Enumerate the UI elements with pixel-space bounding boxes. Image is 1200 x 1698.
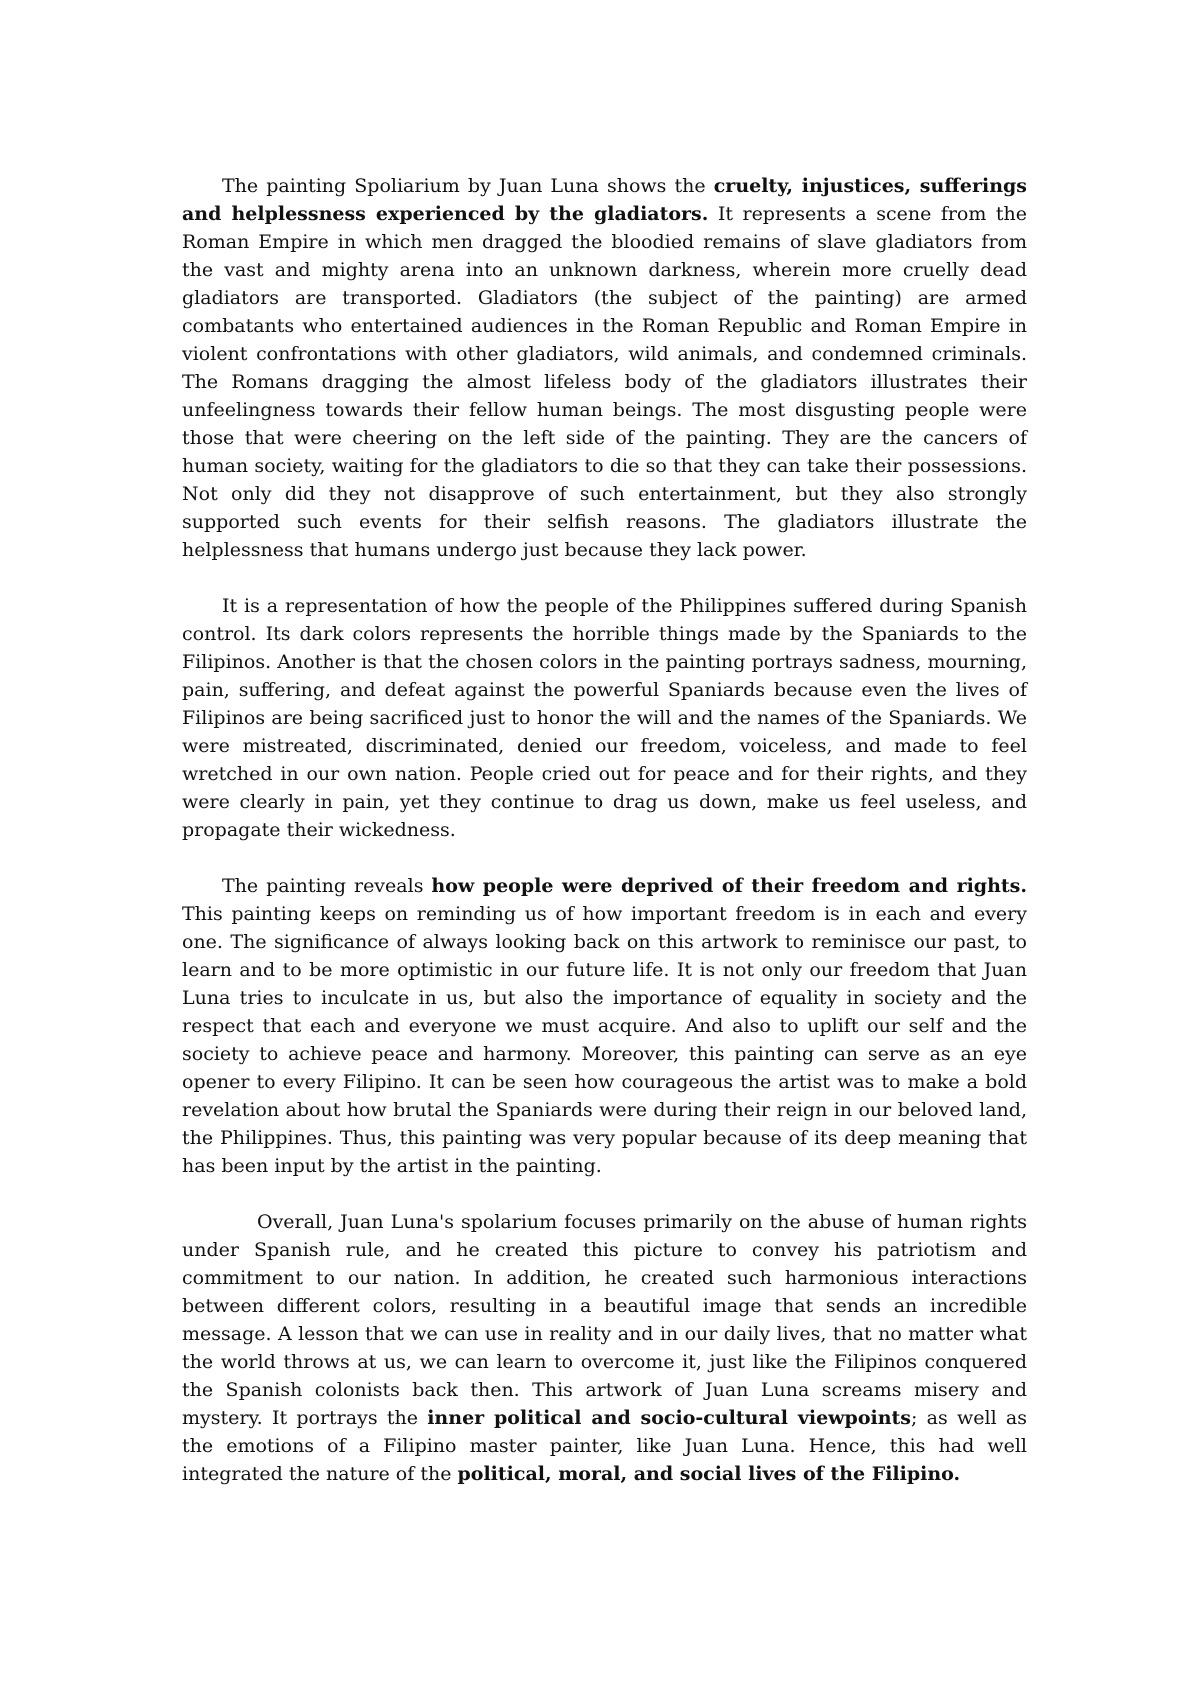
paragraph-4-segment: Overall, Juan Luna's spolarium focuses primarily on the abuse of human rights under Spanish rule, and he created this picture to convey his patriotism and commitment to our nation. In addition, he created such harmonious interactions between different colors, resulting in a beautiful image that sends an incredible message. A lesson that we can use in reality and in our daily lives, that no matter what the world throws at us, we can learn to overcome it, just like the Filipinos conquered the Spanish colonists back then. This artwork of Juan Luna screams misery and mystery. It portrays the (182, 1211, 1027, 1429)
paragraph-1 (182, 172, 1027, 564)
paragraph-4-bold-segment: inner political and socio-cultural viewpoints (427, 1407, 911, 1429)
paragraph-3-segment: This painting keeps on reminding us of how important freedom is in each and every one. The significance of always looking back on this artwork to reminisce our past, to learn and to be more optimistic in our future life. It is not only our freedom that Juan Luna tries to inculcate in us, but also the importance of equality in society and the respect that each and everyone we must acquire. And also to uplift our self and the society to achieve peace and harmony. Moreover, this painting can serve as an eye opener to every Filipino. It can be seen how courageous the artist was to make a bold revelation about how brutal the Spaniards were during their reign in our beloved land, the Philippines. Thus, this painting was very popular because of its deep meaning that has been input by the artist in the painting. (182, 903, 1027, 1177)
paragraph-1-segment: The painting Spoliarium by Juan Luna shows the (222, 175, 714, 197)
paragraph-2 (182, 592, 1027, 844)
paragraph-3-bold-segment: how people were deprived of their freedom and rights. (431, 875, 1027, 897)
paragraph-3-segment: The painting reveals (222, 875, 432, 897)
document-body (182, 172, 1027, 1516)
paragraph-4-segment: ; as well as the emotions of a Filipino master painter, like Juan Luna. Hence, this had well integrated the nature of the (182, 1407, 1027, 1485)
paragraph-3 (182, 872, 1027, 1180)
paragraph-1-bold-segment: cruelty, injustices, sufferings and helplessness experienced by the gladiators. (182, 175, 1028, 225)
paragraph-4-bold-segment: political, moral, and social lives of the Filipino. (457, 1463, 961, 1485)
paragraph-1-segment: It represents a scene from the Roman Empire in which men dragged the bloodied remains of slave gladiators from the vast and mighty arena into an unknown darkness, wherein more cruelly dead gladiators are transported. Gladiators (the subject of the painting) are armed combatants who entertained audiences in the Roman Republic and Roman Empire in violent confrontations with other gladiators, wild animals, and condemned criminals. The Romans dragging the almost lifeless body of the gladiators illustrates their unfeelingness towards their fellow human beings. The most disgusting people were those that were cheering on the left side of the painting. They are the cancers of human society, waiting for the gladiators to die so that they can take their possessions. Not only did they not disapprove of such entertainment, but they also strongly supported such events for their selfish reasons. The gladiators illustrate the helplessness that humans undergo just because they lack power. (182, 203, 1027, 561)
paragraph-4 (182, 1208, 1027, 1488)
paragraph-2-segment: It is a representation of how the people of the Philippines suffered during Spanish control. Its dark colors represents the horrible things made by the Spaniards to the Filipinos. Another is that the chosen colors in the painting portrays sadness, mourning, pain, suffering, and defeat against the powerful Spaniards because even the lives of Filipinos are being sacrificed just to honor the will and the names of the Spaniards. We were mistreated, discriminated, denied our freedom, voiceless, and made to feel wretched in our own nation. People cried out for peace and for their rights, and they were clearly in pain, yet they continue to drag us down, make us feel useless, and propagate their wickedness. (182, 595, 1027, 841)
